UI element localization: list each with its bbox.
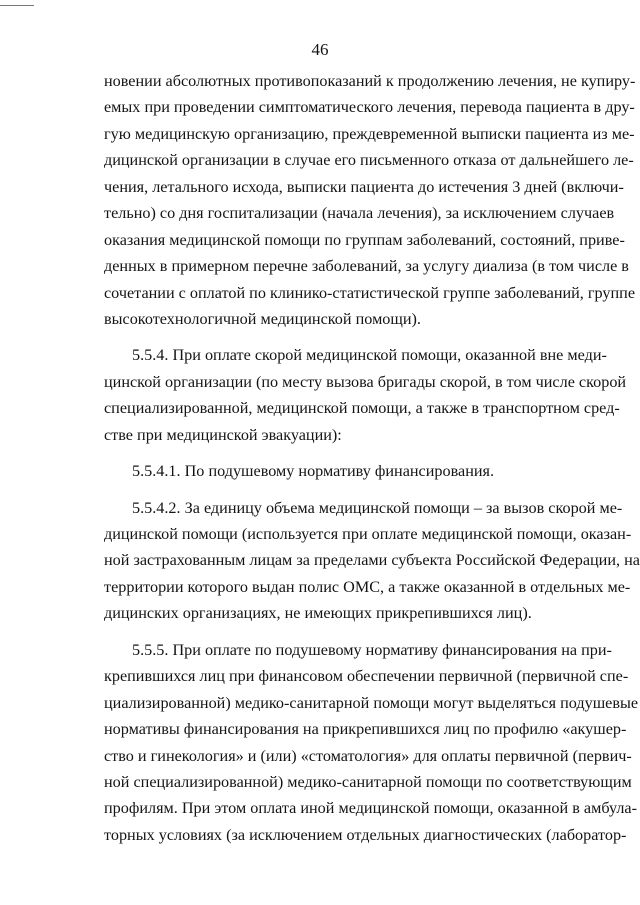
text-line: гую медицинскую организацию, преждевременной выписки пациента из ме-	[104, 124, 635, 143]
text-line: емых при проведении симптоматического лечения, перевода пациента в дру-	[104, 98, 635, 117]
text-line: 5.5.4.1. По подушевому нормативу финансирования.	[132, 462, 495, 481]
text-line: стве при медицинской эвакуации):	[104, 425, 342, 444]
paragraph-5-5-4	[104, 342, 627, 448]
paragraph-5-5-4-1	[104, 458, 590, 484]
text-line: ство и гинекология» и (или) «стоматология» для оплаты первичной (первич-	[104, 746, 632, 765]
text-line: сочетании с оплатой по клинико-статистической группе заболеваний, группе	[104, 283, 636, 302]
paragraph-5-5-4-2	[104, 495, 640, 627]
text-line: территории которого выдан полис ОМС, а также оказанной в отдельных ме-	[104, 577, 631, 596]
page-number: 46	[311, 40, 329, 59]
text-line: новении абсолютных противопоказаний к продолжению лечения, не купиру-	[104, 72, 636, 90]
text-line: 5.5.5. При оплате по подушевому нормативу финансирования на при-	[132, 640, 612, 659]
text-line: крепившихся лиц при финансовом обеспечении первичной (первичной спе-	[104, 667, 629, 686]
text-line: денных в примерном перечне заболеваний, за услугу диализа (в том числе в	[104, 257, 629, 276]
text-line: дицинской помощи (используется при оплате медицинской помощи, оказан-	[104, 525, 632, 543]
text-line: цинской организации (по месту вызова бригады скорой, в том числе скорой	[104, 372, 627, 391]
text-line: 5.5.4. При оплате скорой медицинской помощи, оказанной вне меди-	[132, 346, 607, 365]
text-line: циализированной) медико-санитарной помощи могут выделяться подушевые	[104, 693, 639, 712]
text-line: ной застрахованным лицам за пределами субъекта Российской Федерации, на	[104, 551, 640, 570]
text-line: торных условиях (за исключением отдельных диагностических (лаборатор-	[104, 825, 627, 844]
text-line: профилям. При этом оплата иной медицинской помощи, оказанной в амбула-	[104, 799, 637, 818]
text-line: ной специализированной) медико-санитарной помощи по соответствующим	[104, 772, 632, 791]
document-body	[104, 68, 640, 848]
text-line: высокотехнологичной медицинской помощи).	[104, 309, 421, 328]
text-line: дицинской организации в случае его письменного отказа от дальнейшего ле-	[104, 151, 634, 170]
text-line: тельно) со дня госпитализации (начала лечения), за исключением случаев	[104, 204, 615, 223]
corner-scan-mark	[0, 5, 34, 6]
text-line: 5.5.4.2. За единицу объема медицинской помощи – за вызов скорой ме-	[132, 498, 623, 517]
text-line: специализированной, медицинской помощи, а также в транспортном сред-	[104, 399, 620, 418]
text-line: нормативы финансирования на прикрепившихся лиц по профилю «акушер-	[104, 720, 627, 739]
text-line: оказания медицинской помощи по группам заболеваний, состояний, приве-	[104, 230, 625, 249]
text-line: дицинских организациях, не имеющих прикрепившихся лиц).	[104, 604, 532, 623]
paragraph-5-5-5	[104, 637, 639, 849]
paragraph-continuation	[104, 68, 636, 332]
text-line: чения, летального исхода, выписки пациента до истечения 3 дней (включи-	[104, 177, 624, 196]
